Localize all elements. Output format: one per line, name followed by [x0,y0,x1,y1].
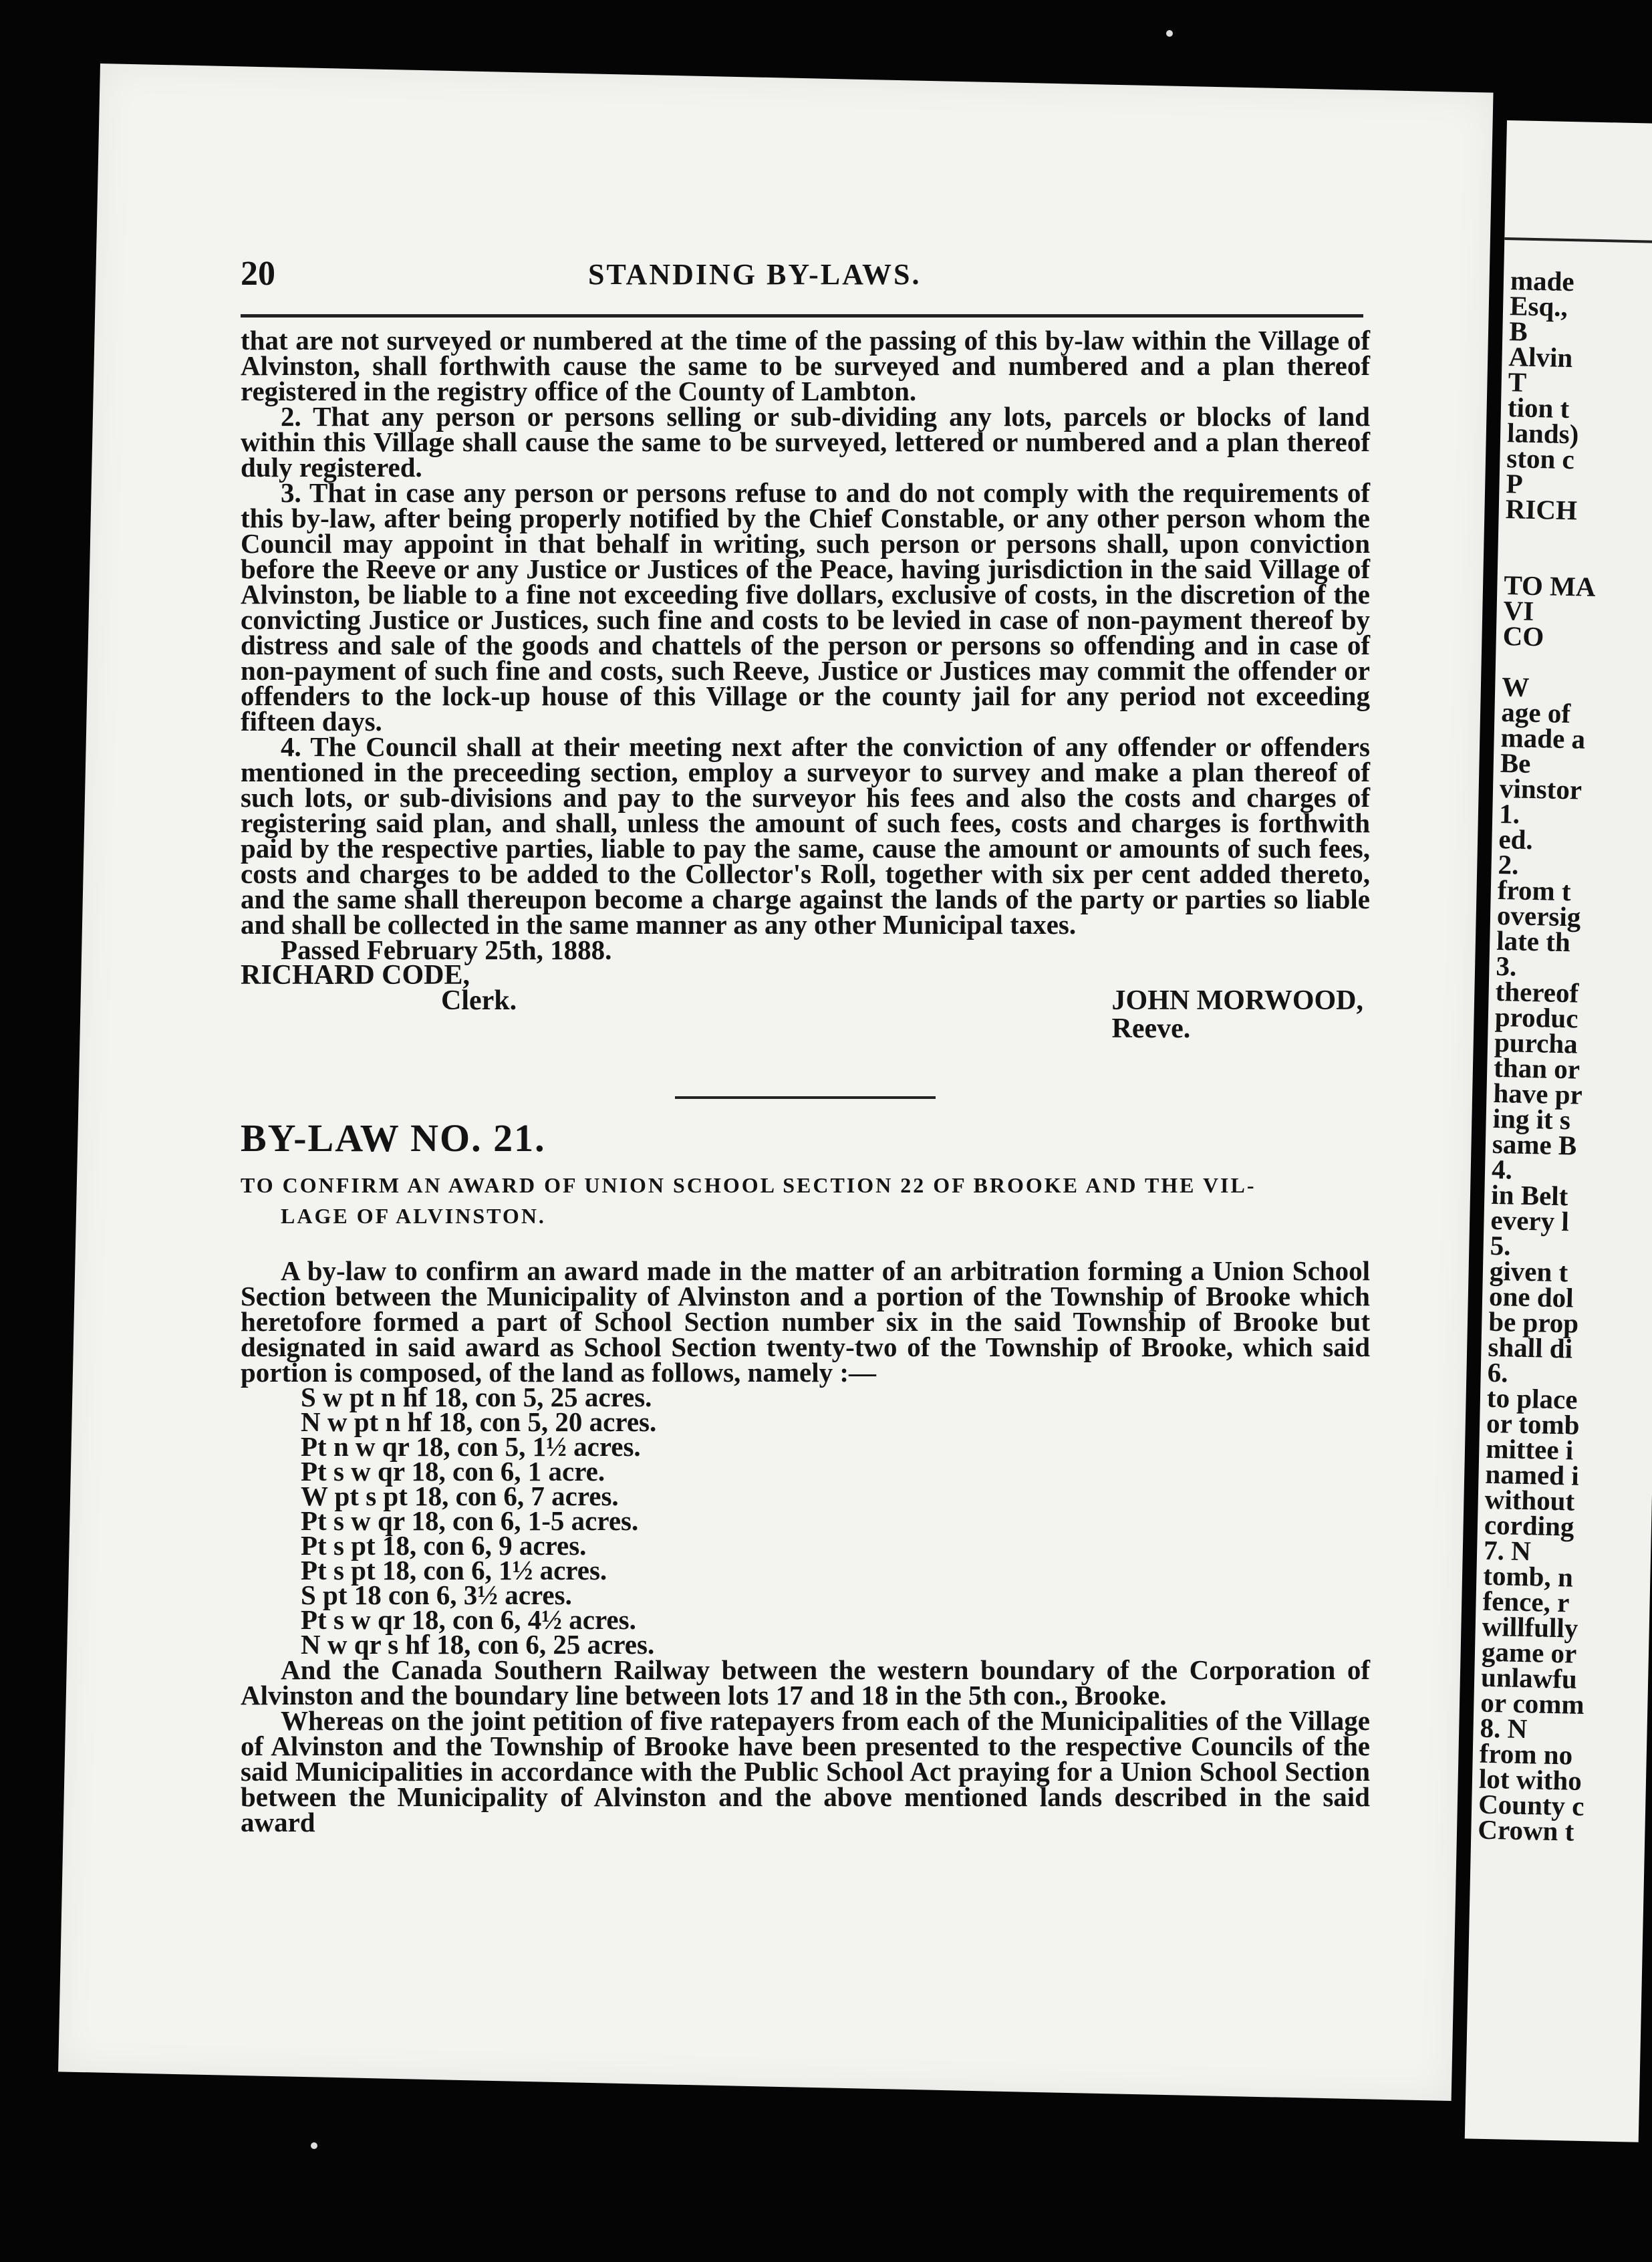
right-page-line: Be [1500,747,1531,779]
right-page-line: in Belt [1490,1178,1568,1212]
right-page-line: made a [1500,722,1586,755]
right-page-line: produc [1494,1001,1578,1034]
right-page-line: willfully [1482,1610,1578,1644]
right-page-line: from no [1479,1737,1573,1771]
right-page-line: every l [1490,1204,1570,1237]
right-page-line: 7. N [1483,1534,1532,1567]
bylaw-intro-paragraph: A by-law to confirm an award made in the matter of an arbitration forming a Union School Section between the Municipality of Alvinston and a portion of the Township of Brooke which heretofore formed a part of School Section number six in the said Township of Brooke but designated in said award as School Section twenty-two of the Township of Brooke, which said portion is composed, of the land as follows, namely :— [241,1255,1370,1388]
reeve-name: JOHN MORWOOD, [1111,985,1363,1016]
right-page-line: or tomb [1486,1407,1580,1440]
right-page-line: tion t [1507,392,1570,424]
bylaw-subtitle [241,1170,1370,1231]
section-paragraph-3: 3. That in case any person or persons refuse to and do not comply with the requirements of this by-law, after being properly notified by the Chief Constable, or any other person whom the Council may appoint in that behalf in writing, such person or persons shall, upon conviction before the Reeve or any Justice or Justices of the Peace, having jurisdiction in the said Village of Alvinston, be liable to a fine not exceeding five dollars, exclusive of costs, in the discretion of the convicting Justice or Justices, such fine and costs to be levied in case of non-payment thereof by distress and sale of the goods and chattels of the person or persons so offending and in case of non-payment of such fine and costs, such Reeve, Justice or Justices may commit the offender or offenders to the lock-up house of this Village or the county jail for any period not exceeding fifteen days. [241,477,1370,737]
right-page-line: CO [1502,620,1544,652]
parcel-item: S pt 18 con 6, 3½ acres. [301,1580,572,1610]
right-page-line: 8. N [1480,1712,1528,1745]
right-page-line: Esq., [1509,290,1568,322]
running-title: STANDING BY-LAWS. [588,258,922,291]
right-page-line: game or [1481,1636,1577,1669]
section-intro-paragraph: that are not surveyed or numbered at the time of the passing of this by-law within the Village of Alvinston, shall forthwith cause the same to be surveyed and numbered and a plan thereof registered in the registry office of the County of Lambton. [241,325,1370,406]
right-page-line: lot witho [1478,1763,1582,1796]
parcel-item: W pt s pt 18, con 6, 7 acres. [301,1481,619,1511]
right-page-line: 6. [1487,1356,1508,1388]
reeve-role: Reeve. [1111,1013,1191,1044]
parcel-item: Pt s pt 18, con 6, 9 acres. [301,1530,587,1561]
parcel-item: Pt s pt 18, con 6, 1½ acres. [301,1555,607,1586]
right-page-line: age of [1500,697,1571,729]
section-paragraph-4: 4. The Council shall at their meeting next after the conviction of any offender or offenders mentioned in the preceeding section, employ a surveyor to survey and make a plan thereof of such lots, or sub-divisions and pay to the surveyor his fees and also the costs and charges of registering said plan, and shall, unless the amount of such fees, costs and charges is forthwith paid by the respective parties, liable to pay the same, cause the amount or amounts of such fees, costs and charges to be added to the Collector's Roll, together with six per cent added thereto, and the same shall thereupon become a charge against the lands of the party or parties so liable and shall be collected in the same manner as any other Municipal taxes. [241,731,1370,940]
right-page-line: purcha [1494,1026,1578,1059]
section-divider [675,1096,936,1099]
right-page-line: Alvin [1508,341,1573,374]
right-page-line: mittee i [1485,1432,1574,1466]
right-page-line: VI [1503,595,1534,626]
reeve-signature [1111,985,1363,1044]
parcel-item: S w pt n hf 18, con 5, 25 acres. [301,1382,652,1412]
right-page-line: 4. [1491,1153,1513,1185]
scan-speck [1166,30,1173,37]
right-page-line: cording [1484,1509,1574,1542]
parcel-item: Pt s w qr 18, con 6, 1 acre. [301,1456,605,1487]
right-page-line: ed. [1498,823,1534,856]
right-page-line: 2. [1498,848,1519,880]
right-page-rule [1504,237,1652,244]
right-page-line: named i [1485,1458,1580,1491]
right-page-line: W [1501,671,1530,703]
right-page-line: vinstor [1499,772,1582,805]
bylaw-subtitle-line-1: TO CONFIRM AN AWARD OF UNION SCHOOL SECTION 22 OF BROOKE AND THE VIL- [241,1173,1256,1197]
right-page-line: 5. [1490,1229,1511,1261]
right-page-fragment [1465,120,1652,2142]
right-page-line: from t [1497,874,1572,907]
parcel-item: Pt n w qr 18, con 5, 1½ acres. [301,1431,641,1462]
right-page-line: same B [1492,1128,1577,1161]
clerk-role: Clerk. [441,985,517,1016]
right-page-line: be prop [1488,1305,1579,1339]
right-page-line: lands) [1506,417,1579,450]
right-page-line: P [1506,468,1524,499]
right-page-line: to place [1486,1382,1578,1415]
right-page-line: tomb, n [1482,1559,1574,1593]
right-page-line: have pr [1493,1077,1583,1110]
right-page-line: thereof [1495,975,1579,1009]
right-page-line: ston c [1506,443,1575,475]
bylaw-title: BY-LAW NO. 21. [241,1116,546,1160]
right-page-line: late th [1496,924,1571,958]
right-page-line: one dol [1488,1280,1574,1313]
parcel-item: N w pt n hf 18, con 5, 20 acres. [301,1406,657,1437]
whereas-paragraph: Whereas on the joint petition of five ratepayers from each of the Municipalities of the Village of Alvinston and the Township of Brooke have been presented to the respective Councils of the said Municipalities in accordance with the Public School Act praying for a Union School Section between the Municipality of Alvinston and the above mentioned lands described in the said award [241,1705,1370,1838]
right-page-line: B [1508,316,1528,347]
right-page-text [1477,265,1617,1847]
right-page-line: made [1510,265,1575,297]
signature-block [241,960,1370,1070]
right-page-line: 3. [1496,950,1517,982]
scan-speck [311,2142,317,2149]
right-page-line: Crown t [1477,1813,1574,1847]
right-page-line: given t [1489,1255,1568,1288]
bylaw-subtitle-line-2: LAGE OF ALVINSTON. [281,1204,546,1228]
section-paragraph-2: 2. That any person or persons selling or sub-dividing any lots, parcels or blocks of land within this Village shall cause the same to be surveyed, lettered or numbered and a plan thereof duly registered. [241,401,1370,483]
right-page-line: shall di [1488,1331,1573,1364]
right-page-line: TO MA [1503,570,1596,602]
clerk-signature [241,960,517,1016]
right-page-line: fence, r [1482,1585,1570,1618]
railway-paragraph: And the Canada Southern Railway between the western boundary of the Corporation of Alvinston and the boundary line between lots 17 and 18 in the 5th con., Brooke. [241,1654,1370,1711]
right-page-line: RICH [1505,493,1578,526]
page-number: 20 [241,255,275,293]
right-page-line: ing it s [1492,1102,1571,1136]
right-page-line: County c [1478,1788,1585,1821]
document-body [241,325,1370,1838]
right-page-line: 1. [1498,797,1520,830]
right-page-line [1505,521,1611,549]
right-page-line: T [1508,366,1527,398]
right-page-line: than or [1493,1051,1580,1085]
parcel-list [241,1382,1370,1660]
right-page-line: unlawfu [1480,1661,1578,1694]
right-page-line: without [1484,1483,1575,1517]
right-page-line: oversig [1496,899,1581,932]
right-page-line: or comm [1480,1686,1585,1720]
parcel-item: Pt s w qr 18, con 6, 1-5 acres. [301,1505,639,1536]
clerk-name: RICHARD CODE, [241,960,470,991]
parcel-item: N w qr s hf 18, con 6, 25 acres. [301,1629,655,1660]
passed-date: Passed February 25th, 1888. [281,934,612,965]
page-header [241,254,1377,301]
parcel-item: Pt s w qr 18, con 6, 4½ acres. [301,1604,636,1635]
header-rule [241,314,1363,318]
